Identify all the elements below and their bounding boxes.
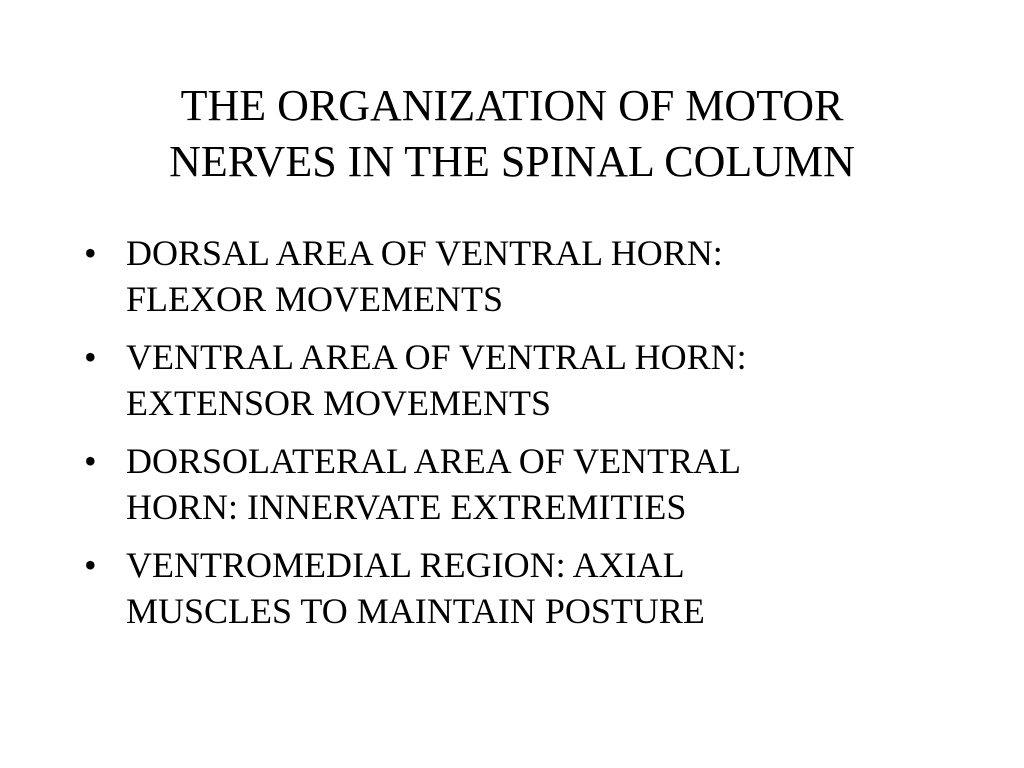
bullet-line: EXTENSOR MOVEMENTS — [126, 383, 552, 423]
bullet-line: VENTROMEDIAL REGION: AXIAL — [126, 545, 685, 585]
bullet-item-ventral-area — [84, 334, 944, 426]
bullet-list — [84, 230, 944, 646]
bullet-icon: • — [84, 545, 97, 585]
bullet-item-dorsolateral-area — [84, 438, 944, 530]
bullet-line: MUSCLES TO MAINTAIN POSTURE — [126, 591, 705, 631]
bullet-line: DORSAL AREA OF VENTRAL HORN: — [126, 233, 723, 273]
bullet-line: FLEXOR MOVEMENTS — [126, 279, 504, 319]
bullet-item-dorsal-area — [84, 230, 944, 322]
title-line-1: THE ORGANIZATION OF MOTOR — [180, 81, 844, 130]
bullet-text — [126, 230, 944, 322]
bullet-line: DORSOLATERAL AREA OF VENTRAL — [126, 441, 742, 481]
slide-title — [60, 78, 964, 190]
bullet-text — [126, 542, 944, 634]
title-line-2: NERVES IN THE SPINAL COLUMN — [169, 137, 855, 186]
bullet-icon: • — [84, 441, 97, 481]
bullet-text — [126, 334, 944, 426]
bullet-line: HORN: INNERVATE EXTREMITIES — [126, 487, 687, 527]
bullet-icon: • — [84, 337, 97, 377]
bullet-text — [126, 438, 944, 530]
bullet-item-ventromedial-region — [84, 542, 944, 634]
bullet-line: VENTRAL AREA OF VENTRAL HORN: — [126, 337, 747, 377]
bullet-icon: • — [84, 233, 97, 273]
